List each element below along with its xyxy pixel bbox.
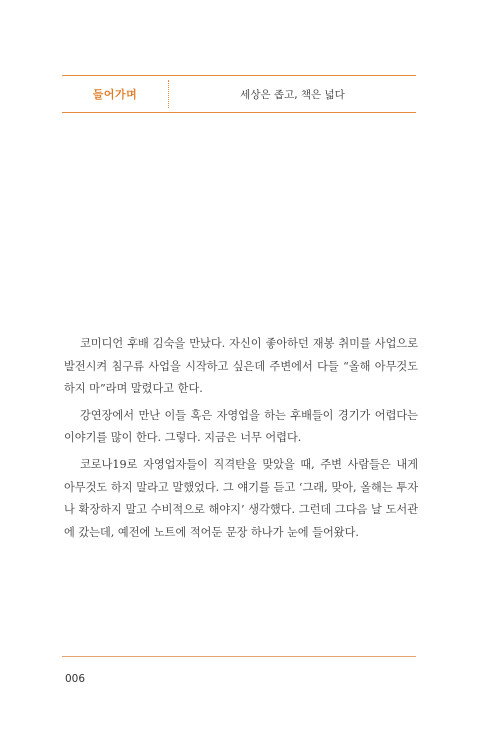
chapter-title: 세상은 좁고, 책은 넓다 <box>240 88 345 101</box>
footer-divider <box>62 656 416 657</box>
body-text <box>64 333 418 548</box>
paragraph: 강연장에서 만난 이들 혹은 자영업을 하는 후배들이 경기가 어렵다는 이야기를 많이 한다. 그렇다. 지금은 너무 어렵다. <box>64 408 418 445</box>
paragraph: 코로나19로 자영업자들이 직격탄을 맞았을 때, 주변 사람들은 내게 아무것도 하지 말라고 말했었다. 그 얘기를 듣고 ‘그래, 맞아, 올해는 투자나 확장하지 말고 수비적으로 해야지’ 생각했다. 그런데 그다음 날 도서관에 갔는데, 예전에 노트에 적어둔 문장 하나가 눈에 들어왔다. <box>64 457 418 539</box>
paragraph: 코미디언 후배 김숙을 만났다. 자신이 좋아하던 재봉 취미를 사업으로 발전시켜 침구류 사업을 시작하고 싶은데 주변에서 다들 “올해 아무것도 하지 마”라며 말렸다고 한다. <box>64 337 418 396</box>
section-label: 들어가며 <box>92 88 138 101</box>
page-number: 006 <box>65 673 86 685</box>
chapter-header <box>62 75 416 113</box>
